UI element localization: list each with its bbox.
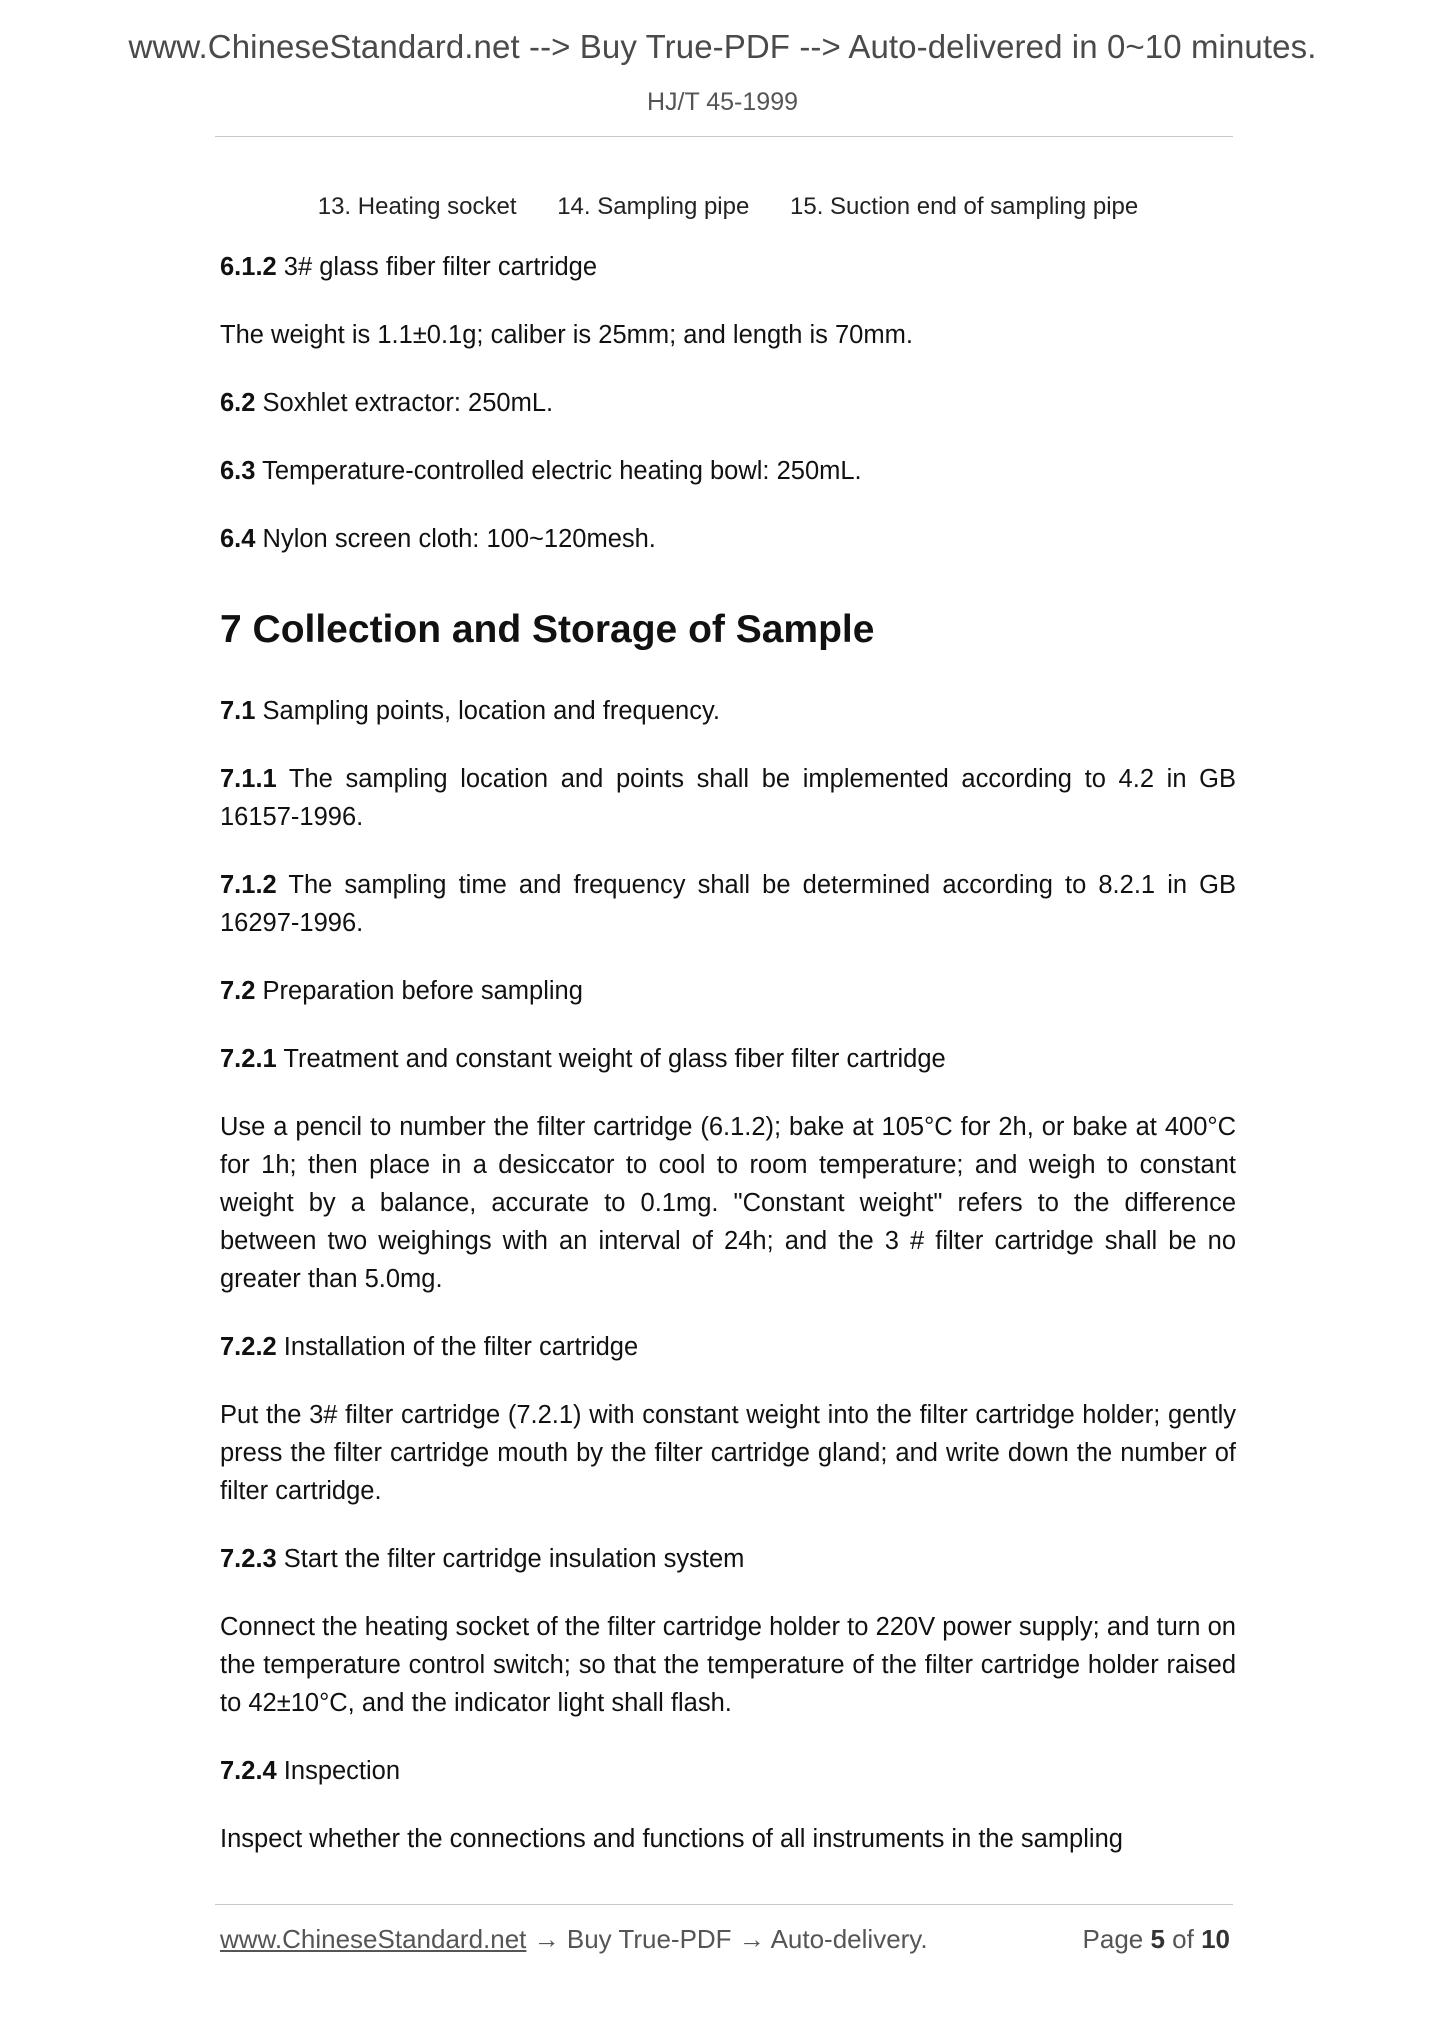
header-divider xyxy=(215,136,1233,137)
paragraph: The weight is 1.1±0.1g; caliber is 25mm; and length is 70mm. xyxy=(220,321,913,349)
paragraph: Put the 3# filter cartridge (7.2.1) with constant weight into the filter cartridge holder; gently press the filter cartridge mouth by the filter cartridge gland; and write down the number of filter cartridge. xyxy=(220,1401,1236,1505)
section-7-1 xyxy=(220,692,1236,730)
caption-item: 14. Sampling pipe xyxy=(557,193,750,220)
page-indicator xyxy=(1083,1924,1230,1955)
section-title: Sampling points, location and frequency. xyxy=(255,697,720,725)
section-number: 7.2.3 xyxy=(220,1545,277,1573)
section-title: Installation of the filter cartridge xyxy=(276,1333,639,1361)
section-number: 7.2.4 xyxy=(220,1757,277,1785)
section-number: 6.4 xyxy=(220,525,256,553)
section-title: 3# glass fiber filter cartridge xyxy=(276,253,598,281)
footer-link[interactable]: www.ChineseStandard.net xyxy=(220,1924,527,1954)
section-6-3 xyxy=(220,452,1236,490)
section-7-1-1 xyxy=(220,760,1236,836)
caption-item: 15. Suction end of sampling pipe xyxy=(790,193,1139,220)
section-title: Temperature-controlled electric heating bowl: 250mL. xyxy=(255,457,862,485)
section-6-1-2 xyxy=(220,248,1236,286)
top-banner: www.ChineseStandard.net --> Buy True-PDF --> Auto-delivered in 0~10 minutes. xyxy=(128,28,1317,65)
section-number: 6.3 xyxy=(220,457,256,485)
page-total: 10 xyxy=(1201,1924,1230,1954)
section-7-1-2 xyxy=(220,866,1236,942)
section-title: Treatment and constant weight of glass fiber filter cartridge xyxy=(276,1045,946,1073)
section-7-2-1 xyxy=(220,1040,1236,1078)
section-title: Nylon screen cloth: 100~120mesh. xyxy=(255,525,656,553)
section-6-4 xyxy=(220,520,1236,558)
page-footer xyxy=(220,1924,1230,1955)
page-label: Page xyxy=(1082,1924,1151,1954)
section-number: 7.2.2 xyxy=(220,1333,277,1361)
document-id: HJ/T 45-1999 xyxy=(646,88,798,116)
section-number: 7.2 xyxy=(220,977,256,1005)
page-content xyxy=(220,180,1236,1888)
section-6-2 xyxy=(220,384,1236,422)
section-number: 7.1 xyxy=(220,697,256,725)
section-number: 6.1.2 xyxy=(220,253,277,281)
paragraph: Connect the heating socket of the filter cartridge holder to 220V power supply; and turn on the temperature control switch; so that the temperature of the filter cartridge holder raised to 42±10°C, and the indicator light shall flash. xyxy=(220,1613,1236,1717)
section-text: The sampling time and frequency shall be determined according to 8.2.1 in GB 16297-1996. xyxy=(220,871,1236,937)
chapter-heading: 7 Collection and Storage of Sample xyxy=(220,608,875,651)
section-title: Soxhlet extractor: 250mL. xyxy=(255,389,554,417)
figure-caption xyxy=(220,188,1236,226)
section-title: Preparation before sampling xyxy=(255,977,583,1005)
section-number: 7.2.1 xyxy=(220,1045,277,1073)
section-number: 6.2 xyxy=(220,389,256,417)
section-7-2-2 xyxy=(220,1328,1236,1366)
section-title: Start the filter cartridge insulation system xyxy=(276,1545,745,1573)
section-7-2-4 xyxy=(220,1752,1236,1790)
section-number: 7.1.1 xyxy=(220,765,277,793)
section-title: Inspection xyxy=(276,1757,401,1785)
section-text: The sampling location and points shall be implemented according to 4.2 in GB 16157-1996. xyxy=(220,765,1236,831)
section-number: 7.1.2 xyxy=(220,871,277,899)
caption-item: 13. Heating socket xyxy=(317,193,517,220)
of-label: of xyxy=(1164,1924,1202,1954)
footer-divider xyxy=(215,1904,1233,1905)
section-7-2 xyxy=(220,972,1236,1010)
page-number: 5 xyxy=(1150,1924,1165,1954)
footer-tagline: → Buy True-PDF → Auto-delivery. xyxy=(526,1924,928,1954)
paragraph: Inspect whether the connections and functions of all instruments in the sampling xyxy=(220,1825,1123,1853)
paragraph: Use a pencil to number the filter cartridge (6.1.2); bake at 105°C for 2h, or bake at 400°C for 1h; then place in a desiccator to cool to room temperature; and weigh to constant weight by a balance, accurate to 0.1mg. "Constant weight" refers to the difference between two weighings with an interval of 24h; and the 3 # filter cartridge shall be no greater than 5.0mg. xyxy=(220,1113,1236,1293)
section-7-2-3 xyxy=(220,1540,1236,1578)
